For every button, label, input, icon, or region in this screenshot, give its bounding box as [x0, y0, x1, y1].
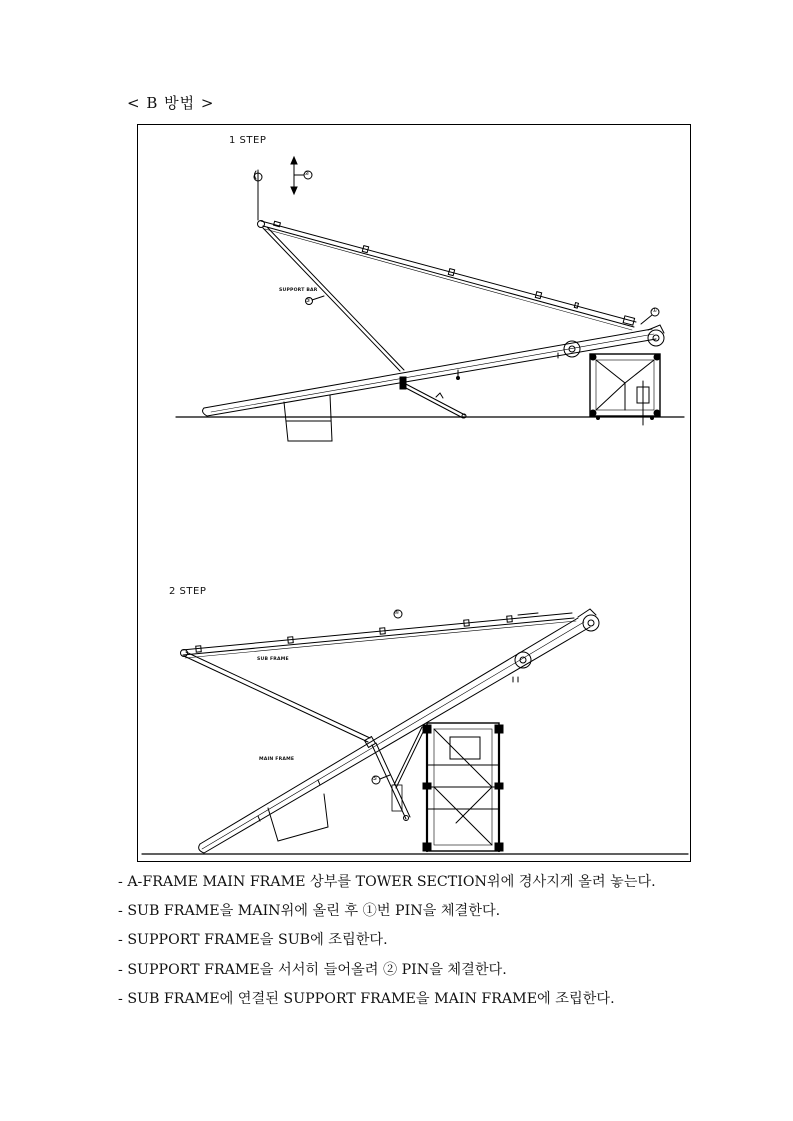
step1-folded-support	[400, 377, 466, 418]
instruction-item: - SUB FRAME을 MAIN위에 올린 후 ①번 PIN을 체결한다.	[118, 897, 758, 926]
assembly-drawing	[138, 125, 692, 863]
step2-bracket	[268, 794, 328, 841]
step1-pin-marker: ①	[652, 307, 658, 314]
step1-tower-section	[590, 354, 660, 425]
instruction-item: - SUPPORT FRAME을 서서히 들어올려 ② PIN을 체결한다.	[118, 956, 758, 985]
step1-sub-frame	[258, 221, 637, 331]
step1-hoist-marker: ②	[304, 170, 310, 177]
step2-support-frame	[184, 652, 370, 742]
step2-main-frame-label: MAIN FRAME	[259, 757, 295, 762]
step2-support-arm	[372, 727, 424, 821]
instruction-item: - SUPPORT FRAME을 SUB에 조립한다.	[118, 926, 758, 955]
step2-drawing	[142, 609, 688, 854]
step2-support-marker: ⑤	[372, 775, 378, 782]
step1-support-marker: ③	[305, 297, 311, 304]
step1-support-bar	[263, 227, 404, 371]
instruction-item: - A-FRAME MAIN FRAME 상부를 TOWER SECTION위에 경사지게 올려 놓는다.	[118, 868, 758, 897]
assembly-diagram	[137, 124, 691, 862]
crane-hook-icon	[254, 170, 262, 220]
page-heading: < B 방법 >	[127, 94, 215, 112]
step2-main-frame	[199, 609, 599, 853]
step2-title: 2 STEP	[169, 586, 207, 597]
step2-tower-section	[423, 723, 503, 851]
step1-support-bar-label: SUPPORT BAR	[279, 288, 318, 293]
step1-drawing	[176, 157, 684, 441]
step1-title: 1 STEP	[229, 135, 267, 146]
instruction-list	[118, 868, 758, 1014]
step2-sub-frame-label: SUB FRAME	[257, 657, 289, 662]
step2-sub-frame	[181, 613, 577, 658]
instruction-item: - SUB FRAME에 연결된 SUPPORT FRAME을 MAIN FRAME에 조립한다.	[118, 985, 758, 1014]
step2-sub-marker: ④	[394, 609, 400, 616]
